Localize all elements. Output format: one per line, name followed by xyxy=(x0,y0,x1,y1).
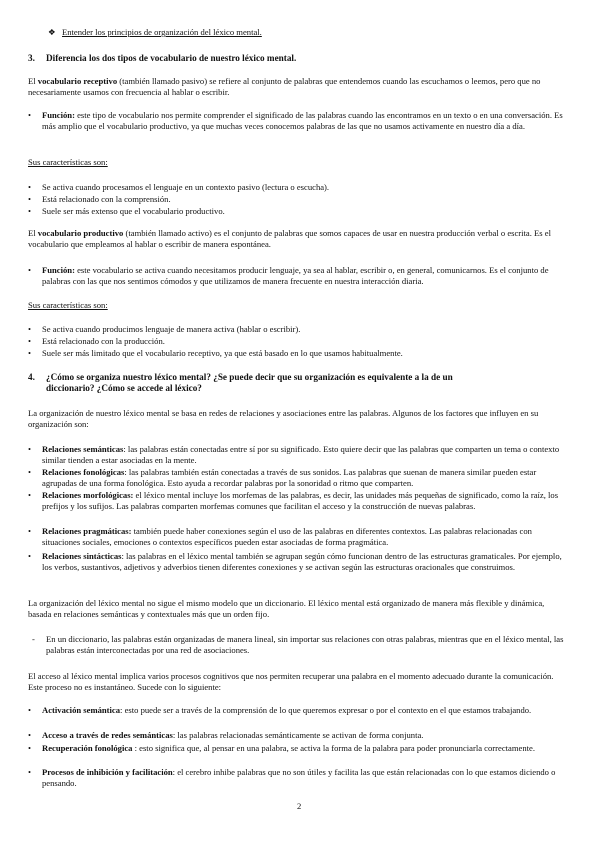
factor-pragmatic: • Relaciones pragmáticas: también puede haber conexiones según el uso de las palabras en diferentes contextos. Las palabras relacionadas con situaciones sociales, emociones o contextos específicos pueden estar asociadas de forma pragmática. xyxy=(28,526,568,548)
list-item: • Está relacionado con la producción. xyxy=(28,336,568,347)
organization-intro: La organización de nuestro léxico mental se basa en redes de relaciones y asociaciones entre las palabras. Algunos de los factores que influyen en su organización son: xyxy=(28,408,539,430)
section-4-heading: 4. ¿Cómo se organiza nuestro léxico mental? ¿Se puede decir que su organización es equivalente a la de un diccionario? ¿Cómo se accede al léxico? xyxy=(28,372,453,394)
list-item: • Suele ser más extenso que el vocabulario productivo. xyxy=(28,206,568,217)
productive-function: • Función: este vocabulario se activa cuando necesitamos producir lenguaje, ya sea al hablar, escribir o, en general, comunicarnos. Es el conjunto de palabras con las que nos sentimos cómodos y que utilizamos de manera frecuente en nuestra interacción diaria. xyxy=(28,265,568,287)
diamond-bullet-icon: ❖ xyxy=(48,27,56,37)
factor-phonological: • Relaciones fonológicas: las palabras también están conectadas a través de sus sonidos. Las palabras que suenan de manera similar pueden estar agrupadas de una forma fonológica. Esto ayuda a recordar palabras por la sonoridad o ritmo que comparten. xyxy=(28,467,568,489)
access-semantic-networks: • Acceso a través de redes semánticas: las palabras relacionadas semánticamente se activan de forma conjunta. xyxy=(28,730,568,741)
page-number: 2 xyxy=(297,801,302,811)
dictionary-dash-item: - En un diccionario, las palabras están organizadas de manera lineal, sin importar sus relaciones con otras palabras, mientras que en el léxico mental, las palabras están interconectadas por una red de asociaciones. xyxy=(28,634,568,656)
receptive-definition: El vocabulario receptivo (también llamado pasivo) se refiere al conjunto de palabras que entendemos cuando las escuchamos o leemos, pero que no necesariamente usamos con frecuencia al hablar o escribir. xyxy=(28,76,541,98)
list-item: • Se activa cuando producimos lenguaje de manera activa (hablar o escribir). xyxy=(28,324,568,335)
access-semantic-activation: • Activación semántica: esto puede ser a través de la comprensión de lo que queremos expresar o por el contexto en el que estamos trabajando. xyxy=(28,705,568,716)
productive-characteristics-label: Sus características son: xyxy=(28,300,108,310)
objective-bullet xyxy=(48,27,262,38)
receptive-characteristics-label: Sus características son: xyxy=(28,157,108,167)
section-3-heading: 3. Diferencia los dos tipos de vocabulario de nuestro léxico mental. xyxy=(28,53,297,63)
factor-semantic: • Relaciones semánticas: las palabras están conectadas entre sí por su significado. Esto quiere decir que las palabras que comparten un tema o contexto similar tienden a estar asociadas en la mente. xyxy=(28,444,568,466)
list-item: • Está relacionado con la comprensión. xyxy=(28,194,568,205)
objective-text: Entender los principios de organización del léxico mental. xyxy=(62,27,262,37)
receptive-function: • Función: este tipo de vocabulario nos permite comprender el significado de las palabras cuando las encontramos en un texto o en una conversación. Es más amplio que el vocabulario productivo, ya que muchas veces conocemos palabras de las que no usamos activamente en nuestro día a día. xyxy=(28,110,568,132)
access-inhibition-facilitation: • Procesos de inhibición y facilitación: el cerebro inhibe palabras que no son útiles y facilita las que están relacionadas con lo que estamos diciendo o pensando. xyxy=(28,767,568,789)
productive-definition: El vocabulario productivo (también llamado activo) es el conjunto de palabras que somos capaces de usar en nuestra producción verbal o escrita. Es el vocabulario que empleamos al hablar o escribir de manera espontánea. xyxy=(28,228,551,250)
list-item: • Se activa cuando procesamos el lenguaje en un contexto pasivo (lectura o escucha). xyxy=(28,182,568,193)
factor-syntactic: • Relaciones sintácticas: las palabras en el léxico mental también se agrupan según cómo funcionan dentro de las estructuras gramaticales. Por ejemplo, los verbos, sustantivos, adjetivos y adverbios tienen diferentes conexiones y se activan según las estructuras oracionales que construimos. xyxy=(28,551,568,573)
factor-morphological: • Relaciones morfológicas: el léxico mental incluye los morfemas de las palabras, es decir, las unidades más pequeñas de significado, como la raíz, los prefijos y los sufijos. Las palabras comparten morfemas comunes que facilitan el acceso y la construcción de nuevas palabras. xyxy=(28,490,568,512)
list-item: • Suele ser más limitado que el vocabulario receptivo, ya que está basado en lo que usamos habitualmente. xyxy=(28,348,568,359)
access-phonological-retrieval: • Recuperación fonológica : esto significa que, al pensar en una palabra, se activa la forma de la palabra para poder pronunciarla correctamente. xyxy=(28,743,568,754)
dictionary-comparison: La organización del léxico mental no sigue el mismo modelo que un diccionario. El léxico mental está organizado de manera más flexible y dinámica, basada en relaciones semánticas y contextuales más que un orden fijo. xyxy=(28,598,545,620)
access-intro: El acceso al léxico mental implica varios procesos cognitivos que nos permiten recuperar una palabra en el momento adecuado durante la comunicación. Este proceso no es instantáneo. Sucede con lo siguiente: xyxy=(28,671,554,693)
